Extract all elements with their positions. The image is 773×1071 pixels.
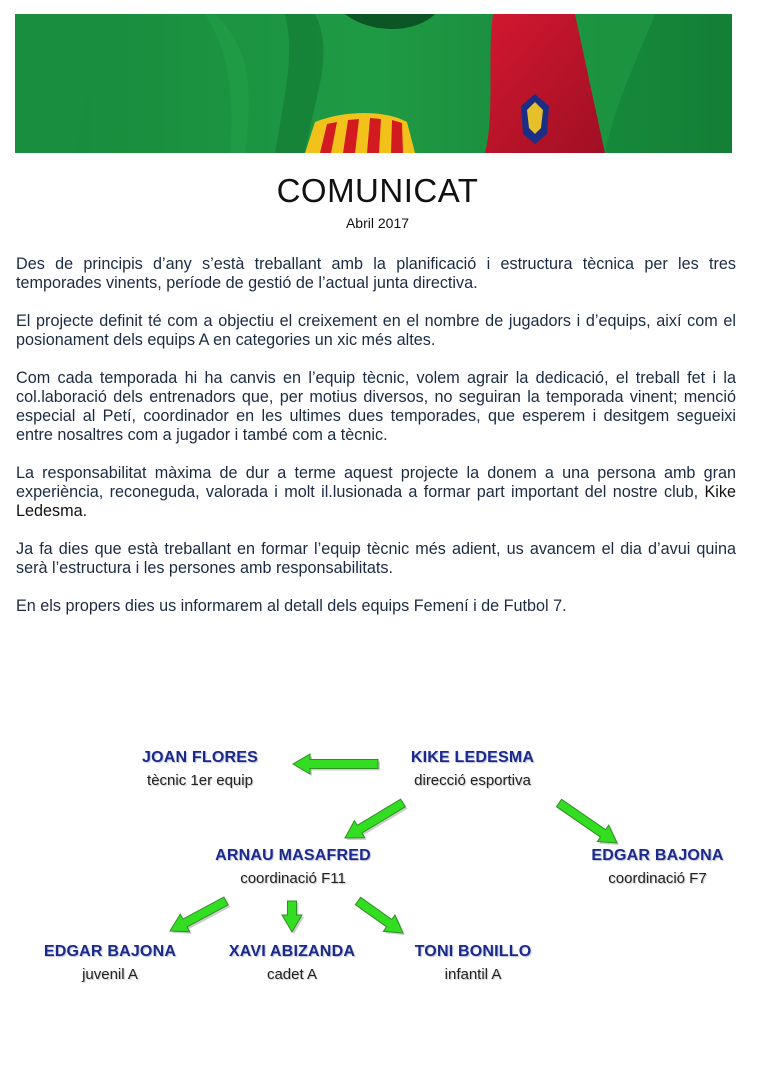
node-edgar-bajona-f7 [575, 847, 740, 887]
node-role: juvenil A [82, 966, 138, 983]
node-role: cadet A [266, 966, 318, 983]
arrow-kike-to-joan [293, 754, 378, 774]
paragraph: El projecte definit té com a objectiu el creixement en el nombre de jugadors i d’equips, així com el posionament dels equips A en categories un xic més altes. [16, 312, 736, 349]
arrow-kike-to-arnau [345, 799, 405, 838]
node-name: KIKE LEDESMA [410, 749, 535, 766]
page-title: COMUNICAT [276, 172, 479, 209]
node-name: EDGAR BAJONA [591, 847, 724, 864]
node-name: JOAN FLORES [142, 749, 258, 766]
node-toni-bonillo [394, 943, 552, 983]
node-arnau-masafred [188, 847, 398, 887]
paragraph: La responsabilitat màxima de dur a terme aquest projecte la donem a una persona amb gran experiència, reconeguda, valorada i molt il.lusionada a formar part important del nostre club, Kike Ledesma. [16, 464, 736, 520]
director-name-highlight: Kike Ledesma [16, 483, 736, 520]
node-role: coordinació F7 [608, 870, 707, 887]
paragraph: Com cada temporada hi ha canvis en l’equip tècnic, volem agrair la dedicació, el treball fet i la col.laboració dels entrenadors que, per motius diversos, no seguiran la temporada vinent; menció especial al Petí, coordinador en les ultimes dues temporades, que esperem i desitgem segueixi entre nosaltres com a jugador i també com a tècnic. [16, 369, 736, 444]
arrow-arnau-to-xavi [282, 901, 302, 932]
arrow-arnau-to-toni [355, 897, 403, 933]
paragraph: Ja fa dies que està treballant en formar l’equip tècnic més adient, us avancem el dia d’avui quina serà l’estructura i les persones amb responsabilitats. [16, 540, 736, 577]
node-kike-ledesma [385, 749, 560, 789]
node-name: TONI BONILLO [414, 943, 532, 960]
announcement-body [16, 255, 736, 635]
date-subtitle: Abril 2017 [345, 215, 410, 231]
arrow-kike-to-edgar_f7 [556, 799, 617, 843]
node-role: direcció esportiva [414, 772, 531, 789]
header-photo [15, 14, 732, 153]
node-joan-flores [120, 749, 280, 789]
node-name: EDGAR BAJONA [43, 943, 177, 960]
node-role: infantil A [444, 966, 502, 983]
jersey-image [15, 14, 732, 153]
node-name: ARNAU MASAFRED [215, 847, 371, 864]
node-edgar-bajona-juvenil [25, 943, 195, 983]
node-name: XAVI ABIZANDA [228, 943, 356, 960]
org-chart [0, 735, 773, 1015]
arrow-arnau-to-edgar_juv [170, 897, 228, 932]
paragraph: Des de principis d’any s’està treballant amb la planificació i estructura tècnica per les tres temporades vinents, període de gestió de l’actual junta directiva. [16, 255, 736, 292]
node-role: coordinació F11 [240, 870, 346, 887]
node-xavi-abizanda [206, 943, 378, 983]
node-role: tècnic 1er equip [147, 772, 253, 789]
paragraph: En els propers dies us informarem al detall dels equips Femení i de Futbol 7. [16, 597, 567, 615]
